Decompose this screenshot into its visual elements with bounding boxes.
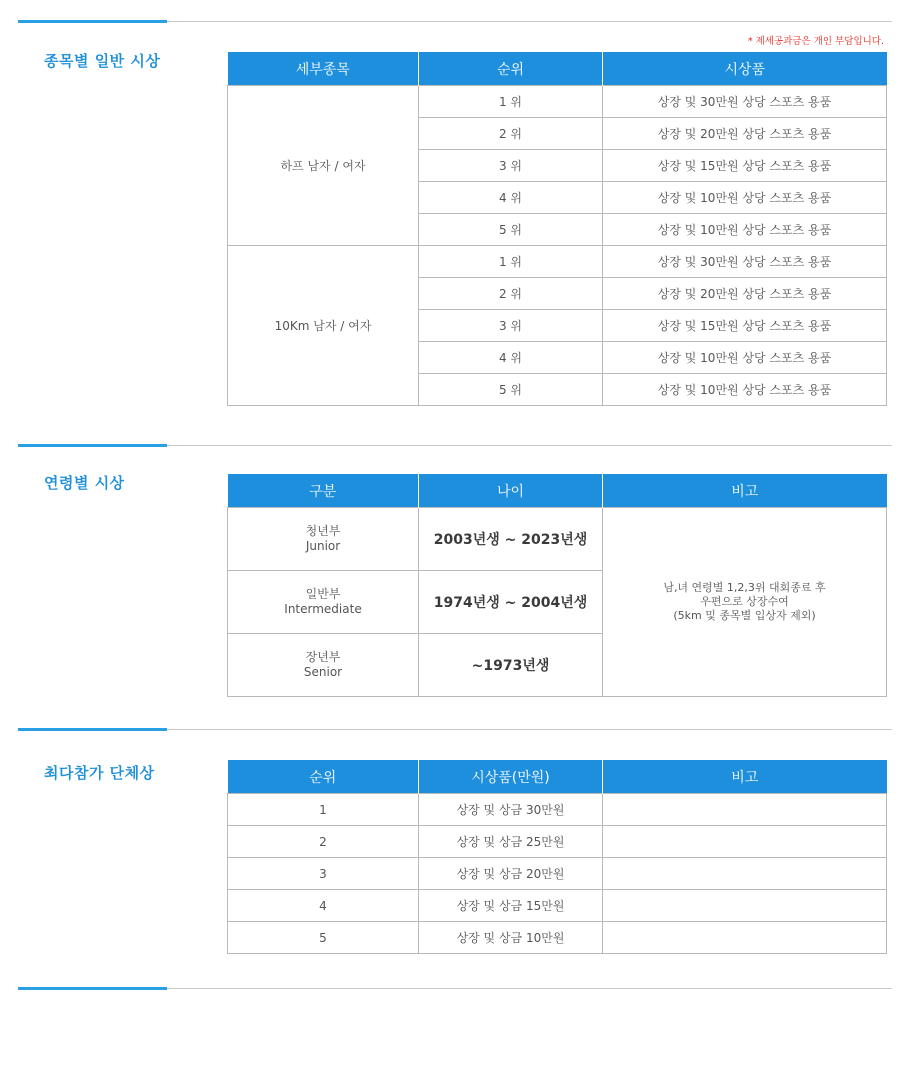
group-awards-table: [227, 760, 887, 954]
rank-cell: 3 위: [419, 150, 603, 182]
prize-cell: 상장 및 상금 15만원: [419, 890, 603, 922]
divider-accent: [18, 987, 167, 990]
table-row: [228, 922, 887, 954]
age-range-cell: 1974년생 ~ 2004년생: [419, 571, 603, 634]
table-header-row: [228, 52, 887, 86]
age-range-cell: ~1973년생: [419, 634, 603, 697]
rank-cell: 5: [228, 922, 419, 954]
table-row: [228, 890, 887, 922]
table-header-row: [228, 474, 887, 508]
col-header: 순위: [228, 760, 419, 794]
age-awards-table: [227, 474, 887, 697]
division-name-en: Senior: [303, 665, 343, 679]
remark-line: (5km 및 종목별 입상자 제외): [673, 609, 816, 622]
remarks-cell: [603, 890, 887, 922]
age-range-cell: 2003년생 ~ 2023년생: [419, 508, 603, 571]
general-awards-table: [227, 52, 887, 406]
col-header: 시상품: [603, 52, 887, 86]
prize-cell: 상장 및 20만원 상당 스포츠 용품: [603, 278, 887, 310]
section-title-group-awards: 최다참가 단체상: [44, 764, 155, 782]
prize-cell: 상장 및 상금 25만원: [419, 826, 603, 858]
prize-cell: 상장 및 상금 20만원: [419, 858, 603, 890]
rank-cell: 1: [228, 794, 419, 826]
rank-cell: 3: [228, 858, 419, 890]
prize-cell: 상장 및 30만원 상당 스포츠 용품: [603, 86, 887, 118]
section-divider: [18, 729, 892, 730]
table-header-row: [228, 760, 887, 794]
rank-cell: 2 위: [419, 278, 603, 310]
rank-cell: 4: [228, 890, 419, 922]
section-title-general-awards: 종목별 일반 시상: [44, 52, 161, 70]
rank-cell: 3 위: [419, 310, 603, 342]
section-divider: [18, 988, 892, 989]
section-title-age-awards: 연령별 시상: [44, 474, 125, 492]
remarks-cell: [603, 858, 887, 890]
prize-cell: 상장 및 20만원 상당 스포츠 용품: [603, 118, 887, 150]
section-divider: [18, 21, 892, 22]
rank-cell: 2: [228, 826, 419, 858]
rank-cell: 1 위: [419, 86, 603, 118]
table-row: [228, 246, 887, 278]
rank-cell: 5 위: [419, 214, 603, 246]
prize-cell: 상장 및 15만원 상당 스포츠 용품: [603, 310, 887, 342]
rank-cell: 1 위: [419, 246, 603, 278]
category-cell: 10Km 남자 / 여자: [228, 246, 419, 406]
division-name-en: Intermediate: [284, 602, 362, 616]
division-name-ko: 장년부: [305, 650, 341, 664]
rank-cell: 4 위: [419, 182, 603, 214]
division-name-ko: 일반부: [305, 587, 341, 601]
division-cell: [228, 508, 419, 571]
divider-accent: [18, 444, 167, 447]
table-row: [228, 826, 887, 858]
section-divider: [18, 445, 892, 446]
remarks-cell: [603, 794, 887, 826]
divider-accent: [18, 728, 167, 731]
division-cell: [228, 634, 419, 697]
rank-cell: 4 위: [419, 342, 603, 374]
tax-notice: * 제세공과금은 개인 부담입니다.: [747, 36, 884, 47]
col-header: 비고: [603, 760, 887, 794]
prize-cell: 상장 및 15만원 상당 스포츠 용품: [603, 150, 887, 182]
division-name-en: Junior: [305, 539, 341, 553]
prize-cell: 상장 및 10만원 상당 스포츠 용품: [603, 182, 887, 214]
rank-cell: 5 위: [419, 374, 603, 406]
rank-cell: 2 위: [419, 118, 603, 150]
prize-cell: 상장 및 상금 10만원: [419, 922, 603, 954]
table-row: [228, 86, 887, 118]
prize-cell: 상장 및 10만원 상당 스포츠 용품: [603, 214, 887, 246]
col-header: 나이: [419, 474, 603, 508]
divider-accent: [18, 20, 167, 23]
division-cell: [228, 571, 419, 634]
remark-line: 우편으로 상장수여: [700, 595, 789, 608]
prize-cell: 상장 및 상금 30만원: [419, 794, 603, 826]
col-header: 순위: [419, 52, 603, 86]
col-header: 시상품(만원): [419, 760, 603, 794]
table-row: [228, 794, 887, 826]
remark-line: 남,녀 연령별 1,2,3위 대회종료 후: [663, 581, 826, 594]
category-cell: 하프 남자 / 여자: [228, 86, 419, 246]
col-header: 구분: [228, 474, 419, 508]
prize-cell: 상장 및 10만원 상당 스포츠 용품: [603, 374, 887, 406]
division-name-ko: 청년부: [305, 524, 341, 538]
table-row: [228, 858, 887, 890]
col-header: 세부종목: [228, 52, 419, 86]
remarks-cell: [603, 922, 887, 954]
col-header: 비고: [603, 474, 887, 508]
remarks-cell: [603, 826, 887, 858]
remarks-cell: [603, 508, 887, 697]
table-row: [228, 508, 887, 571]
prize-cell: 상장 및 10만원 상당 스포츠 용품: [603, 342, 887, 374]
prize-cell: 상장 및 30만원 상당 스포츠 용품: [603, 246, 887, 278]
